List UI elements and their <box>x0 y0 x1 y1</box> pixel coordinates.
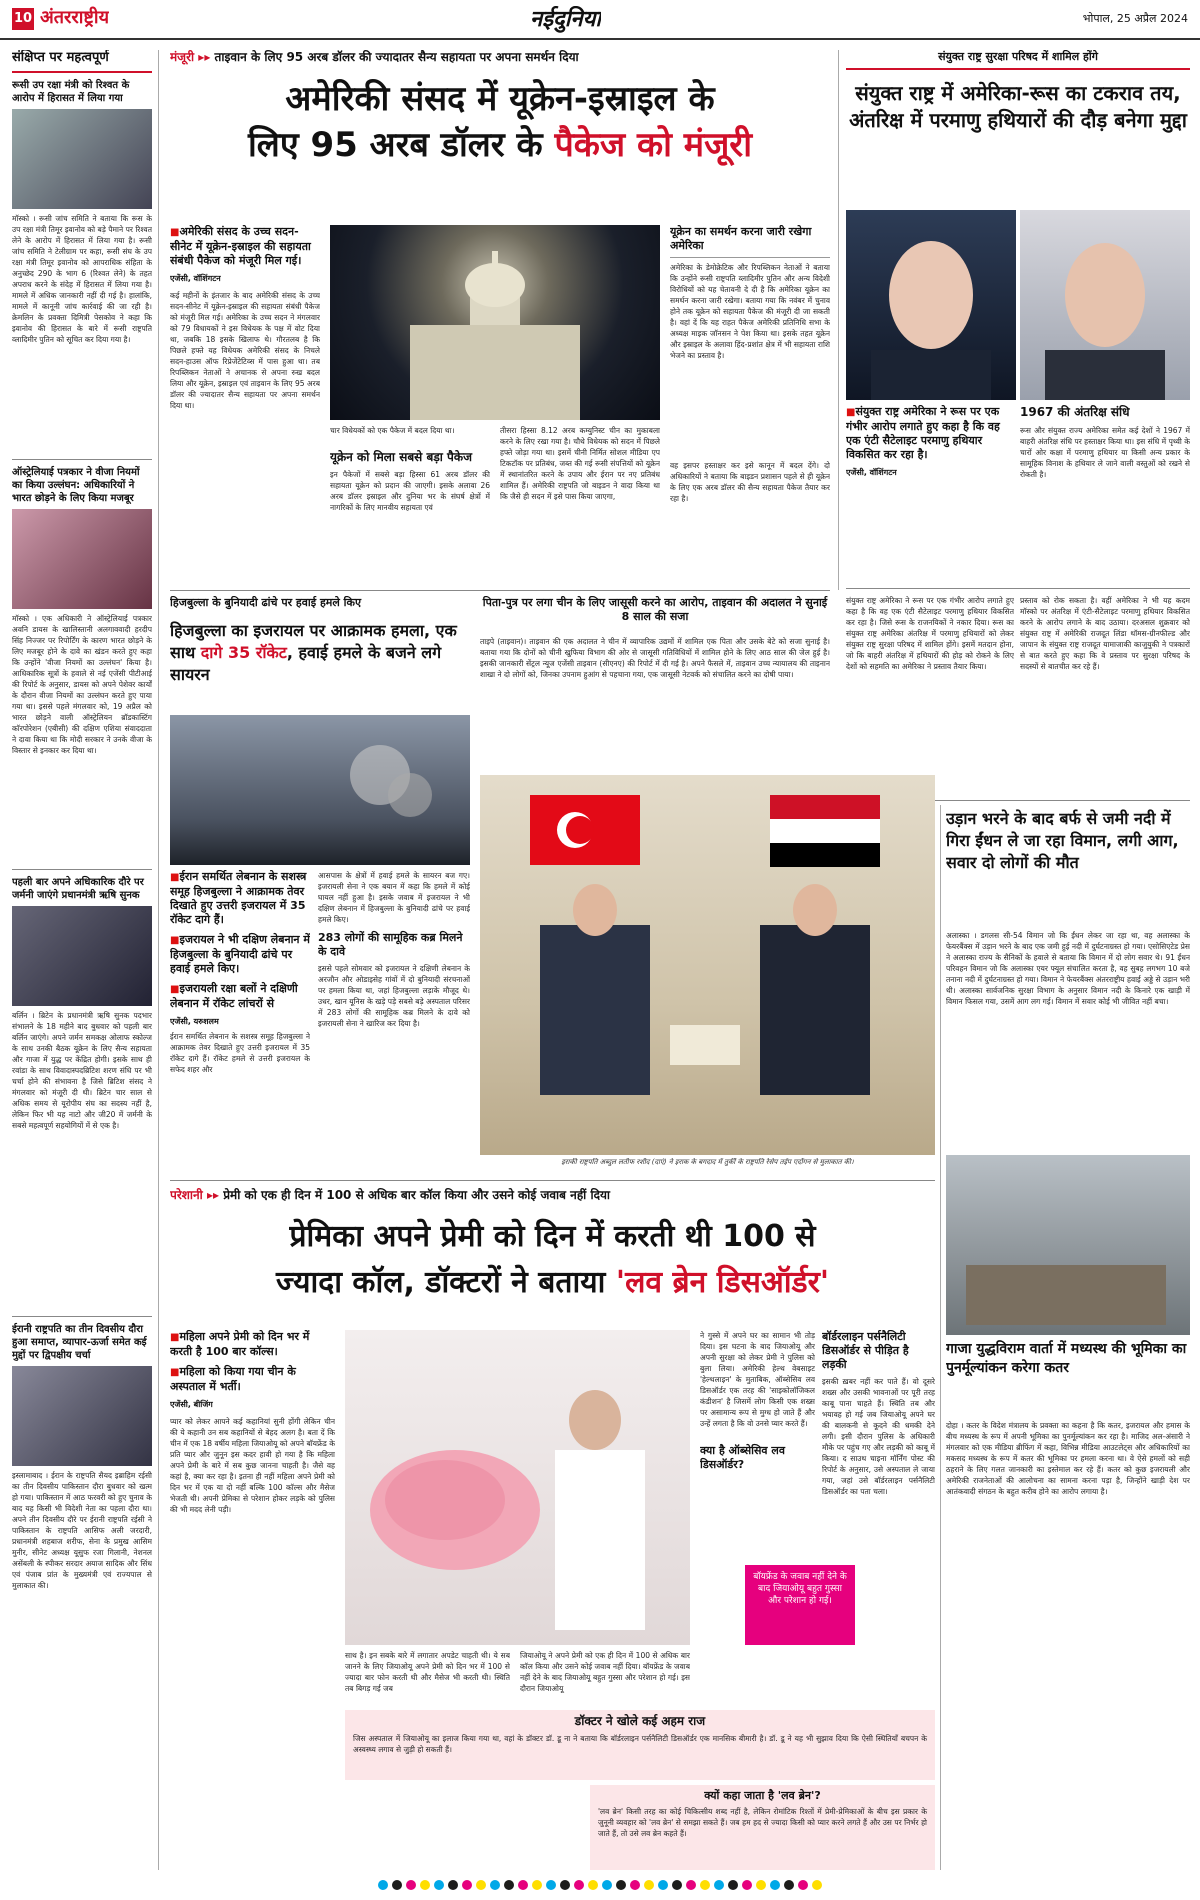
color-registration-dot <box>700 1880 710 1890</box>
lead-body: कई महीनों के इंतजार के बाद अमेरिकी संसद के उच्च सदन-सीनेट में यूक्रेन-इस्राइल की सहायता संबंधी पैकेज को मंजूरी मिल गई। अमेरिका के उच्च सदन ने मंगलवार को 79 विधायकों ने इस विधेयक के पक्ष में वोट दिया था, जबकि 18 इसके खिलाफ थे। गौरतलब है कि पिछले हफ्ते यह विधेयक अमेरिकी संसद के निचले सदन-हाउस ऑफ रिप्रेजेंटेटिव्स में पास हुआ था। तब रिपब्लिकन नेताओं ने अचानक से अपना रुख बदल लिया और यूक्रेन, इस्राइल एवं ताइवान के लिए 95 अरब डॉलर की ज्यादातर सैन्य सहायता पर अपना समर्थन दिया था। <box>170 291 320 411</box>
treaty-box-body: रूस और संयुक्त राज्य अमेरिका समेत कई देशों ने 1967 में बाहरी अंतरिक्ष संधि पर हस्ताक्षर किया था। इस संधि में पृथ्वी के चारों ओर कक्षा में परमाणु हथियार या किसी अन्य प्रकार के सामूहिक विनाश के हथियार ले जाने वाली वस्तुओं को रखने से रोकती है। <box>1020 425 1190 479</box>
brief-3-headline: पहली बार अपने अधिकारिक दौरे पर जर्मनी जाएंगे प्रधानमंत्री ऋषि सुनक <box>12 876 144 901</box>
rocket-photo <box>170 715 470 865</box>
hezbollah-bullet-1: ■ ईरान समर्थित लेबनान के सशस्त्र समूह हिजबुल्ला ने आक्रामक तेवर दिखाते हुए उत्तरी इजरायल में 35 रॉकेट दागे हैं। <box>170 870 310 927</box>
love-bpd-headline: बॉर्डरलाइन पर्सनैलिटी डिसऑर्डर से पीड़ित है लड़की <box>822 1330 909 1371</box>
lead-sidebar-headline: यूक्रेन का समर्थन करना जारी रखेगा अमेरिका <box>670 225 830 258</box>
color-registration-dot <box>686 1880 696 1890</box>
color-registration-dot <box>574 1880 584 1890</box>
love-kicker-label: परेशानी <box>170 1188 203 1202</box>
color-registration-dot <box>616 1880 626 1890</box>
brief-2-photo <box>12 509 152 609</box>
photo-caption: इराकी राष्ट्रपति अब्दुल लतीफ रशीद (दाएं) ने इराक के बगदाद में तुर्की के राष्ट्रपति रेसेप तईप एर्दोगन से मुलाकात की। <box>561 1158 854 1166</box>
love-q-headline: क्या है ऑब्सेसिव लव डिसऑर्डर? <box>700 1444 785 1471</box>
capitol-dome-illustration <box>330 225 660 420</box>
why-box <box>590 1785 935 1870</box>
color-registration-dot <box>588 1880 598 1890</box>
love-col1 <box>170 1330 335 1870</box>
hezbollah-headline-a: हिजबुल्ला का इजरायल पर आक्रामक हमला, एक साथ <box>170 621 457 662</box>
meeting-illustration <box>480 775 935 1155</box>
person-portrait-illustration <box>846 210 1016 400</box>
love-bullet-2: ■ महिला को किया गया चीन के अस्पताल में भर्ती। <box>170 1365 335 1394</box>
hezbollah-body: ईरान समर्थित लेबनान के सशस्त्र समूह हिजबुल्ला ने आक्रामक तेवर दिखाते हुए उत्तरी इजरायल में 35 रॉकेट दागे हैं। रॉकेट हमले से उत्तरी इजरायल के सफेद शहर और <box>170 1032 310 1075</box>
color-registration-dot <box>560 1880 570 1890</box>
color-registration-dot <box>434 1880 444 1890</box>
brief-3-body: बर्लिन । ब्रिटेन के प्रधानमंत्री ऋषि सुनक पदभार संभालने के 18 महीने बाद बुधवार को पहली बार बर्लिन जाएंगे। अपने जर्मन समकक्ष ओलाफ स्कोल्ज के साथ उनकी बैठक यूक्रेन के लिए सैन्य सहायता और गाजा में युद्ध पर केंद्रित होगी। इसके साथ ही रवांडा के साथ विवादास्पदब्रिटिश शरण संधि पर भी चर्चा होने की संभावना है जिसे ब्रिटिश संसद ने मंगलवार को मंजूरी दी थी। ब्रिटेन चार साल से अधिक समय से यूरोपीय संघ का सदस्य नहीं है, लेकिन फिर भी यह नाटो और जी20 में जर्मनी के सबसे महत्वपूर्ण सहयोगियों में से एक है। <box>12 1010 152 1130</box>
hezbollah-sub-body: इससे पहले सोमवार को इजरायल ने दक्षिणी लेबनान के अरजौन और ओडाइसेह गांवों में दो बुनियादी संरचनाओं पर हमला किया था, जहां हिजबुल्ला लड़ाके मौजूद थे। उधर, खान यूनिस के खड़े पड़े सबसे बड़े अस्पताल परिसर में 283 लोगों की सामूहिक कब्र मिलने के दावे को इजरायली सेना ने खारिज कर दिया है। <box>318 964 470 1028</box>
hezbollah-bullets <box>170 870 310 1150</box>
color-registration-dot <box>658 1880 668 1890</box>
color-registration-dot <box>602 1880 612 1890</box>
hezbollah-body-2: आसपास के क्षेत्रों में हवाई हमले के सायरन बज गए। इजरायली सेना ने एक बयान में कहा कि हमले में कोई घायल नहीं हुआ है। इसके जवाब में इजरायल ने भी दक्षिण लेबनान में हिजबुल्ला के बुनियादी ढांचे पर हवाई हमले किए। <box>318 871 470 924</box>
love-body-2: साथ है। इन सबके बारे में लगातार अपडेट चाहती थी। ये सब जानने के लिए जियाओयू अपने प्रेमी को दिन भर में 100 से ज्यादा बार फोन करती थी और मैसेज भी करती थी। स्थिति तब बिगड़ गई जब <box>345 1651 510 1693</box>
love-headline <box>170 1214 935 1324</box>
plane-headline: उड़ान भरने के बाद बर्फ से जमी नदी में गिरा ईंधन ले जा रहा विमान, लगी आग, सवार दो लोगों की मौत <box>946 809 1179 872</box>
hezbollah-col2 <box>318 870 470 1150</box>
lead-sidebar-body: अमेरिका के डेमोक्रेटिक और रिपब्लिकन नेताओं ने बताया कि उन्होंने रूसी राष्ट्रपति व्लादिमीर पुतिन और अन्य विदेशी विरोधियों को यह चेतावनी दे दी है कि अमेरिका यूक्रेन का समर्थन करना जारी रखेगा। बताया गया कि नवंबर में चुनाव होने तक यूक्रेन को सहायता पैकेज की मंजूरी दी जा सकती है। वहां दें कि यह राहत पैकेज अमेरिकी प्रतिनिधि सभा के अध्यक्ष माइक जॉनसन ने पेश किया था। इसके तहत यूक्रेन और इस्राइल के अलावा हिंद-प्रशांत क्षेत्र में भी सहायता राशि भेजने का प्रस्ताव है। <box>670 263 830 360</box>
rubble-scene-illustration <box>946 1155 1190 1335</box>
dateline: भोपाल, 25 अप्रैल 2024 <box>1082 12 1188 25</box>
lead-kicker-text: ताइवान के लिए 95 अरब डॉलर की ज्यादातर सैन्य सहायता पर अपना समर्थन दिया <box>214 50 579 64</box>
color-registration-dot <box>462 1880 472 1890</box>
lead-headline-line2a: लिए 95 अरब डॉलर के <box>247 125 555 165</box>
doctor-body: जिस अस्पताल में जियाओयू का इलाज किया गया था, वहां के डॉक्टर डॉ. डू ना ने बताया कि बॉर्डरलाइन पर्सनैलिटी डिसऑर्डर एक मानसिक बीमारी है। डॉ. डू ने यह भी सुझाव दिया कि ऐसी स्थितियाँ बचपन के अस्वस्थ्य लगाव से जुड़ी हो सकती हैं। <box>353 1733 927 1754</box>
gaza-headline: गाजा युद्धविराम वार्ता में मध्यस्थ की भूमिका का पुनर्मूल्यांकन करेगा कतर <box>946 1341 1187 1376</box>
capitol-caption: चार विधेयकों को एक पैकेज में बदल दिया था। <box>330 426 455 435</box>
brief-1-body: मॉस्को । रूसी जांच समिति ने बताया कि रूस के उप रक्षा मंत्री तिमूर इवानोव को बड़े पैमाने पर रिश्वत लेने के आरोप में हिरासत में लिया गया है। रूसी जांच समिति ने टेलीग्राम पर कहा, रूसी संघ के उप रक्षा मंत्री तिमूर इवानोव को आपराधिक संहिता के अनुच्छेद 290 के भाग 6 (रिश्वत लेने) के तहत अपराध करने के संदेह में हिरासत में लिया गया है। मामले में अधिक जानकारी नहीं दी गई है। हालांकि, मामले में कानूनी जांच कार्रवाई की जा रही है। क्रेमलिन के प्रवक्ता दिमित्री पेसकोव ने कहा कि इवानोव की हिरासत के बारे में रूसी राष्ट्रपति व्लादिमीर पुतिन को सूचित कर दिया गया है। <box>12 213 152 344</box>
page-header <box>0 0 1200 40</box>
doctor-headline: डॉक्टर ने खोले कई अहम राज <box>574 1714 706 1728</box>
love-pullquote: बॉयफ्रेंड के जवाब नहीं देने के बाद जियाओयू बहुत गुस्सा और परेशान हो गई। <box>745 1565 855 1645</box>
color-registration-dot <box>644 1880 654 1890</box>
lead-headline-line1: अमेरिकी संसद में यूक्रेन-इस्राइल के <box>285 79 715 119</box>
color-registration-dot <box>770 1880 780 1890</box>
masthead-logo: नईदुनिया <box>530 7 602 32</box>
love-col3 <box>700 1330 815 1705</box>
color-registration-dot <box>630 1880 640 1890</box>
lead-bullet: ■ अमेरिकी संसद के उच्च सदन-सीनेट में यूक्रेन-इस्राइल की सहायता संबंधी पैकेज को मंजूरी मिल गई। <box>170 225 320 268</box>
erdogan-rashid-photo <box>480 775 935 1155</box>
color-registration-dot <box>504 1880 514 1890</box>
lead-agency: एजेंसी, वॉशिंगटन <box>170 274 221 283</box>
lead-sub-body: इन पैकेजों में सबसे बड़ा हिस्सा 61 अरब डॉलर की सहायता यूक्रेन को प्रदान की जाएगी। इसके अलावा 26 अरब डॉलर इस्राइल और दुनिया भर के संघर्ष क्षेत्रों में नागरिकों के लिए मानवीय सहायता एवं <box>330 470 490 512</box>
hezbollah-bullet-3: ■ इजरायली रक्षा बलों ने दक्षिणी लेबनान में रॉकेट लांचरों से <box>170 982 310 1011</box>
love-col4 <box>822 1330 935 1705</box>
color-registration-dot <box>448 1880 458 1890</box>
why-headline: क्यों कहा जाता है 'लव ब्रेन'? <box>704 1789 821 1802</box>
color-registration-dot <box>742 1880 752 1890</box>
color-registration-dot <box>728 1880 738 1890</box>
love-kicker-text: प्रेमी को एक ही दिन में 100 से अधिक बार कॉल किया और उसने कोई जवाब नहीं दिया <box>223 1188 611 1202</box>
taiwan-body: ताइपे (ताइवान)। ताइवान की एक अदालत ने चीन में व्यापारिक उद्यमों में शामिल एक पिता और उसके बेटे को सजा सुनाई है। बताया गया कि दोनों को चीनी खुफिया विभाग की ओर से जासूसी गतिविधियों में शामिल होने के लिए आठ साल की जेल हुई है। इसकी जानकारी सेंट्रल न्यूज एजेंसी ताइवान (सीएनए) की रिपोर्ट में दी गई है। अपने फैसले में, ताइवान उच्च न्यायालय की ताइनान शाखा ने दो लोगों को, जिनका उपनाम हुआंग से पहचाना गया, एक जासूसी नेटवर्क को संचालित करने का दोषी पाया। <box>480 637 830 679</box>
lead-kicker-label: मंजूरी <box>170 50 195 64</box>
love-kicker: परेशानी ▸▸ प्रेमी को एक ही दिन में 100 से अधिक बार कॉल किया और उसने कोई जवाब नहीं दिया <box>170 1188 611 1202</box>
color-registration-dot <box>490 1880 500 1890</box>
lead-col3 <box>500 425 660 585</box>
un-body-2: प्रस्ताव को रोक सकता है। वहीं अमेरिका ने भी यह कदम मॉस्को पर अंतरिक्ष में एंटी-सैटेलाइट परमाणु हथियार विकसित करने के आरोप लगाने के बाद उठाया। दरअसल शुक्रवार को संयुक्त राष्ट्र में अमेरिकी राजदूत लिंडा थॉमस-ग्रीनफील्ड और जापान के संयुक्त राष्ट्र राजदूत यामाजाकी काजुयुकी ने पत्रकारों से बात करते हुए कहा कि वे प्रस्ताव पर सुरक्षा परिषद के सदस्यों से बातचीत कर रहे हैं। <box>1020 596 1190 671</box>
color-registration-dot <box>392 1880 402 1890</box>
gaza-body: दोहा । कतर के विदेश मंत्रालय के प्रवक्ता का कहना है कि कतर, इजरायल और हमास के बीच मध्यस्थ के रूप में अपनी भूमिका का पुनर्मूल्यांकन कर रहा है। माजिद अल-अंसारी ने मंगलवार को एक मीडिया ब्रीफिंग में कहा, विभिन्न मीडिया आउटलेट्स और अधिकारियों का मकसद मध्यस्थ के रूप में कतर की भूमिका पर हमला करना था। वे ऐसे हमलों को सही ठहराने के लिए गलत जानकारी का इस्तेमाल कर रहे हैं। कतर को कुछ इजरायली और अमेरिकी राजनेताओं की आलोचना का सामना करना पड़ा है, जिन्होंने खाड़ी देश पर आतंकवादी संगठन के बहुत करीब होने का आरोप लगाया है। <box>946 1421 1190 1496</box>
color-registration-dot <box>518 1880 528 1890</box>
color-registration-dot <box>812 1880 822 1890</box>
lead-sidebar-body2: वह इसपर हस्ताक्षर कर इसे कानून में बदल देंगे। दो अधिकारियों ने बताया कि बाइडन प्रशासन पहले से ही यूक्रेन के लिए एक अरब डॉलर की सैन्य सहायता पैकेज तैयार कर रहा है। <box>670 461 830 503</box>
hezbollah-headline <box>170 620 470 710</box>
person-portrait-illustration <box>1020 210 1190 400</box>
brief-1-photo <box>12 109 152 209</box>
lead-col3-body: तीसरा हिस्सा 8.12 अरब कम्युनिस्ट चीन का मुकाबला करने के लिए रखा गया है। चौथे विधेयक को सदन में पिछले हफ्ते जोड़ा गया था। इसमें चीनी निर्मित सोशल मीडिया एप टिकटॉक पर प्रतिबंध, जब्त की गई रूसी संपत्तियों को यूक्रेन में स्थानांतरित करने के उपाय और ईरान पर नए प्रतिबंध शामिल हैं। अमेरिकी राष्ट्रपति जो बाइडन ने वादा किया था कि जैसे ही सदन में इसे पास किया जाएगा, <box>500 426 660 501</box>
lead-kicker: मंजूरी ▸▸ ताइवान के लिए 95 अरब डॉलर की ज्यादातर सैन्य सहायता पर अपना समर्थन दिया <box>170 50 579 64</box>
love-bpd-body: इसकी ख़बर नहीं कर पाते हैं। वो दूसरे शख्स और उसकी भावनाओं पर पूरी तरह काबू पाना चाहते हैं। स्थिति तब और भयावह हो गई जब जियाओयू अपने घर की बालकनी से कूदने की धमकी देने लगी। इसी दौरान पुलिस के अधिकारी मौके पर पहुंच गए और लड़की को काबू में किया। द साउथ चाइना मॉर्निंग पोस्ट की रिपोर्ट के अनुसार, उसे अस्पताल ले जाया गया, जहां उसे बॉर्डरलाइन पर्सनैलिटी डिसऑर्डर का पता चला। <box>822 1377 935 1496</box>
un-kicker: संयुक्त राष्ट्र सुरक्षा परिषद में शामिल होंगे <box>846 50 1190 70</box>
color-registration-dot <box>546 1880 556 1890</box>
un-body-1: संयुक्त राष्ट्र अमेरिका ने रूस पर एक गंभीर आरोप लगाते हुए कहा है कि वह एक एंटी सैटेलाइट परमाणु हथियार विकसित कर रहा है। जिसे रूस के राजनयिकों ने नकार दिया। रूस का संयुक्त राष्ट्र अमेरिका अंतरिक्ष में परमाणु हथियारों को लेकर संयुक्त राष्ट्र सुरक्षा परिषद में शामिल होंगे। इसमें मतदान होना, जो कि बाहरी अंतरिक्ष में हथियारों की होड़ को रोकने के लिए देशों को सहमति का अमेरिका ने प्रस्ताव तैयार किया। <box>846 596 1014 671</box>
biden-photo <box>846 210 1016 400</box>
color-registration-dot <box>532 1880 542 1890</box>
brief-4-headline: ईरानी राष्ट्रपति का तीन दिवसीय दौरा हुआ समाप्त, व्यापार-ऊर्जा समेत कई मुद्दों पर द्विपक्षीय चर्चा <box>12 1323 147 1361</box>
brief-2-headline: ऑस्ट्रेलियाई पत्रकार ने वीजा नियमों का किया उल्लंघन: अधिकारियों ने भारत छोड़ने के लिए किया मजबूर <box>12 466 140 504</box>
brief-4-photo <box>12 1366 152 1466</box>
color-registration-dot <box>714 1880 724 1890</box>
hezbollah-headline-b: दागे 35 रॉकेट <box>200 643 287 662</box>
lead-col1 <box>170 225 320 585</box>
love-agency: एजेंसी, बीजिंग <box>170 1400 213 1409</box>
lead-sidebar <box>670 225 830 585</box>
lead-headline <box>170 76 830 216</box>
capitol-photo <box>330 225 660 420</box>
brief-3-photo <box>12 906 152 1006</box>
section-title: अंतरराष्ट्रीय <box>40 7 110 28</box>
treaty-box-title: 1967 की अंतरिक्ष संधि <box>1020 405 1130 419</box>
hezbollah-agency: एजेंसी, यरुशलम <box>170 1017 219 1026</box>
un-headline: संयुक्त राष्ट्र में अमेरिका-रूस का टकराव तय, अंतरिक्ष में परमाणु हथियारों की दौड़ बनेगा मुद्दा <box>849 81 1187 132</box>
brain-photo <box>345 1330 690 1645</box>
plane-body: अलास्का । डगलस सी-54 विमान जो कि ईंधन लेकर जा रहा था, वह अलास्का के फेयरबैंक्स में उड़ान भरने के बाद एक जमी हुई नदी में दुर्घटनाग्रस्त हो गया। एसोसिएटेड प्रेस ने अलास्का राज्य के सैनिकों के हवाले से बताया कि विमान में दो लोग सवार थे। 91 ईंधन परिवहन विमान जो कि अलास्का एयर फ्यूल संचालित करता है, वह सुबह लगभग 10 बजे तनाना नदी में दुर्घटनाग्रस्त हो गया। विमान ने फेयरबैंक्स अंतरराष्ट्रीय हवाई अड्डे से उड़ान भरी थी। अलास्का सार्वजनिक सुरक्षा विभाग के अनुसार विमान नदी के किनारे एक खाड़ी में विमान फिसल गया, उसमें आग लग गई। विमान में सवार कोई भी जीवित नहीं बचा। <box>946 931 1190 1006</box>
love-headline-line1: प्रेमिका अपने प्रेमी को दिन में करती थी 100 से <box>289 1219 816 1254</box>
left-brief-column <box>12 50 152 1870</box>
lead-subhead: यूक्रेन को मिला सबसे बड़ा पैकेज <box>330 450 472 464</box>
plane-photo <box>946 1155 1190 1335</box>
lead-col2 <box>330 450 490 585</box>
brain-couple-illustration <box>345 1330 690 1645</box>
why-body: 'लव ब्रेन' किसी तरह का कोई चिकित्सीय शब्द नहीं है, लेकिन रोमांटिक रिश्तों में प्रेमी-प्रेमिकाओं के बीच इस प्रकार के जुनूनी व्यवहार को 'लव ब्रेन' से समझा सकते हैं। जब हम हद से ज्यादा किसी को प्यार करने लगते हैं और उस पर निर्भर हो जाते हैं, तो उसे लव ब्रेन कहते हैं। <box>598 1807 927 1839</box>
hezbollah-bullet-2: ■ इजरायल ने भी दक्षिण लेबनान में हिजबुल्ला के बुनियादी ढांचे पर हवाई हमले किए। <box>170 933 310 976</box>
hezbollah-kicker: हिजबुल्ला के बुनियादी ढांचे पर हवाई हमले किए <box>170 596 362 609</box>
love-body: प्यार को लेकर आपने कई कहानियां सुनी होंगी लेकिन चीन की ये कहानी उन सब कहानियों से बेहद अलग है। बता दें कि चीन में एक 18 वर्षीय महिला जियाओयू को अपने बॉयफ्रेंड के प्रति प्यार और जुनून इस कदर हावी हो गया है कि महिला अपने प्रेमी के बारे में सब कुछ जानना चाहती है। जैसे वह कहां है, क्या कर रहा है। इतना ही नहीं महिला अपने प्रेमी को दिन भर में एक या दो नहीं बल्कि 100 कॉल्स और मैसेज भेजती थी। अपनी प्रेमिका से परेशान होकर लड़के को पुलिस की भी मदद लेनी पड़ी। <box>170 1417 335 1515</box>
treaty-box <box>1020 405 1190 585</box>
color-registration-dot <box>378 1880 388 1890</box>
brief-2-body: मॉस्को । एक अधिकारी ने ऑस्ट्रेलियाई पत्रकार अवनि डायस के खालिस्तानी अलगाववादी हरदीप सिंह निज्जर पर रिपोर्टिंग के कारण भारत छोड़ने के लिए मजबूर होने के दावे का खंडन करते हुए कहा कि उन्होंने 'वीजा नियमों का उल्लंघन' किया है। आधिकारिक सूत्रों के हवाले से नई एजेंसी पीटीआई की रिपोर्ट के अनुसार, डायस को अपने पेशेवर कार्यों के दौरान वीजा नियमों का उल्लंघन करते हुए पाया गया था। इससे पहले मंगलवार को, 19 अप्रैल को भारत छोड़ने वाली ऑस्ट्रेलियन ब्रॉडकास्टिंग कॉरपोरेशन (एबीसी) की दक्षिण एशिया संवाददाता ने दावा किया था कि मोदी सरकार ने उनके वीजा के विस्तार से इनकार कर दिया था। <box>12 613 152 755</box>
color-registration-dot <box>756 1880 766 1890</box>
un-col1 <box>846 405 1016 585</box>
love-headline-line2a: ज्यादा कॉल, डॉक्टरों ने बताया <box>275 1265 616 1300</box>
love-bullet-1: ■ महिला अपने प्रेमी को दिन भर में करती है 100 बार कॉल्स। <box>170 1330 335 1359</box>
footer-color-bar <box>0 1880 1200 1898</box>
brief-1-headline: रूसी उप रक्षा मंत्री को रिश्वत के आरोप में हिरासत में लिया गया <box>12 79 130 104</box>
color-registration-dot <box>798 1880 808 1890</box>
smoke-sky-illustration <box>170 715 470 865</box>
love-q-body: ने गुस्से में अपने घर का सामान भी तोड़ दिया। इस घटना के बाद जियाओयू और अपनी सुरक्षा को लेकर प्रेमी ने पुलिस को बुला लिया। अमेरिकी हेल्थ वेबसाइट 'हेल्थलाइन' के मुताबिक, ऑब्सेसिव लव डिसऑर्डर एक तरह की 'साइकोलॉजिकल कंडीशन' है जिसमें लोग किसी एक शख्स पर असामान्य रूप से मुग्ध हो जाते हैं और उन्हें लगता है कि वो उनसे प्यार करते हैं। <box>700 1331 815 1428</box>
color-registration-dot <box>784 1880 794 1890</box>
color-registration-dot <box>476 1880 486 1890</box>
brief-column-title: संक्षिप्त पर महत्वपूर्ण <box>12 50 152 73</box>
color-registration-dot <box>420 1880 430 1890</box>
taiwan-kicker: पिता-पुत्र पर लगा चीन के लिए जासूसी करने का आरोप, ताइवान की अदालत ने सुनाई 8 साल की सजा <box>482 596 828 623</box>
un-bullet: ■ संयुक्त राष्ट्र अमेरिका ने रूस पर एक गंभीर आरोप लगाते हुए कहा है कि वह एक एंटी सैटेलाइट परमाणु हथियार विकसित कर रहा है। <box>846 405 1016 462</box>
lead-headline-line2b: पैकेज को मंजूरी <box>554 125 753 165</box>
love-body-3: जियाओयू ने अपने प्रेमी को एक ही दिन में 100 से अधिक बार कॉल किया और उसने कोई जवाब नहीं दिया। बॉयफ्रेंड के जवाब नहीं देने के बाद जियाओयू बहुत गुस्सा और परेशान हो गई। इस दौरान जियाओयू <box>520 1651 690 1693</box>
hezbollah-headline-c: , हवाई हमले के बजने लगे सायरन <box>170 643 442 684</box>
doctor-box <box>345 1710 935 1780</box>
color-registration-dot <box>672 1880 682 1890</box>
putin-photo <box>1020 210 1190 400</box>
love-headline-line2b: 'लव ब्रेन डिसऑर्डर' <box>615 1265 830 1300</box>
hezbollah-subhead: 283 लोगों की सामूहिक कब्र मिलने के दावे <box>318 931 463 958</box>
color-registration-dot <box>406 1880 416 1890</box>
un-agency: एजेंसी, वॉशिंगटन <box>846 468 897 477</box>
page-number: 10 <box>12 8 34 30</box>
brief-4-body: इस्लामाबाद । ईरान के राष्ट्रपति सैयद इब्राहिम रईसी का तीन दिवसीय पाकिस्तान दौरा बुधवार को खत्म हो गया। पाकिस्तान में आठ फरवरी को हुए चुनाव के बाद यह किसी भी विदेशी नेता का पहला दौरा था। अपने तीन दिवसीय दौरे पर ईरानी राष्ट्रपति रईसी ने पाकिस्तान के राष्ट्रपति आसिफ अली जरदारी, प्रधानमंत्री शहबाज शरीफ, सेना के प्रमुख आसिम मुनीर, सीनेट अध्यक्ष यूसुफ रजा गिलानी, नेशनल असेंबली के स्पीकर सरदार अयाज सादिक और सिंध एवं पंजाब प्रांत के मुख्यमंत्री एवं राज्यपाल से मुलाकात की। <box>12 1470 152 1590</box>
